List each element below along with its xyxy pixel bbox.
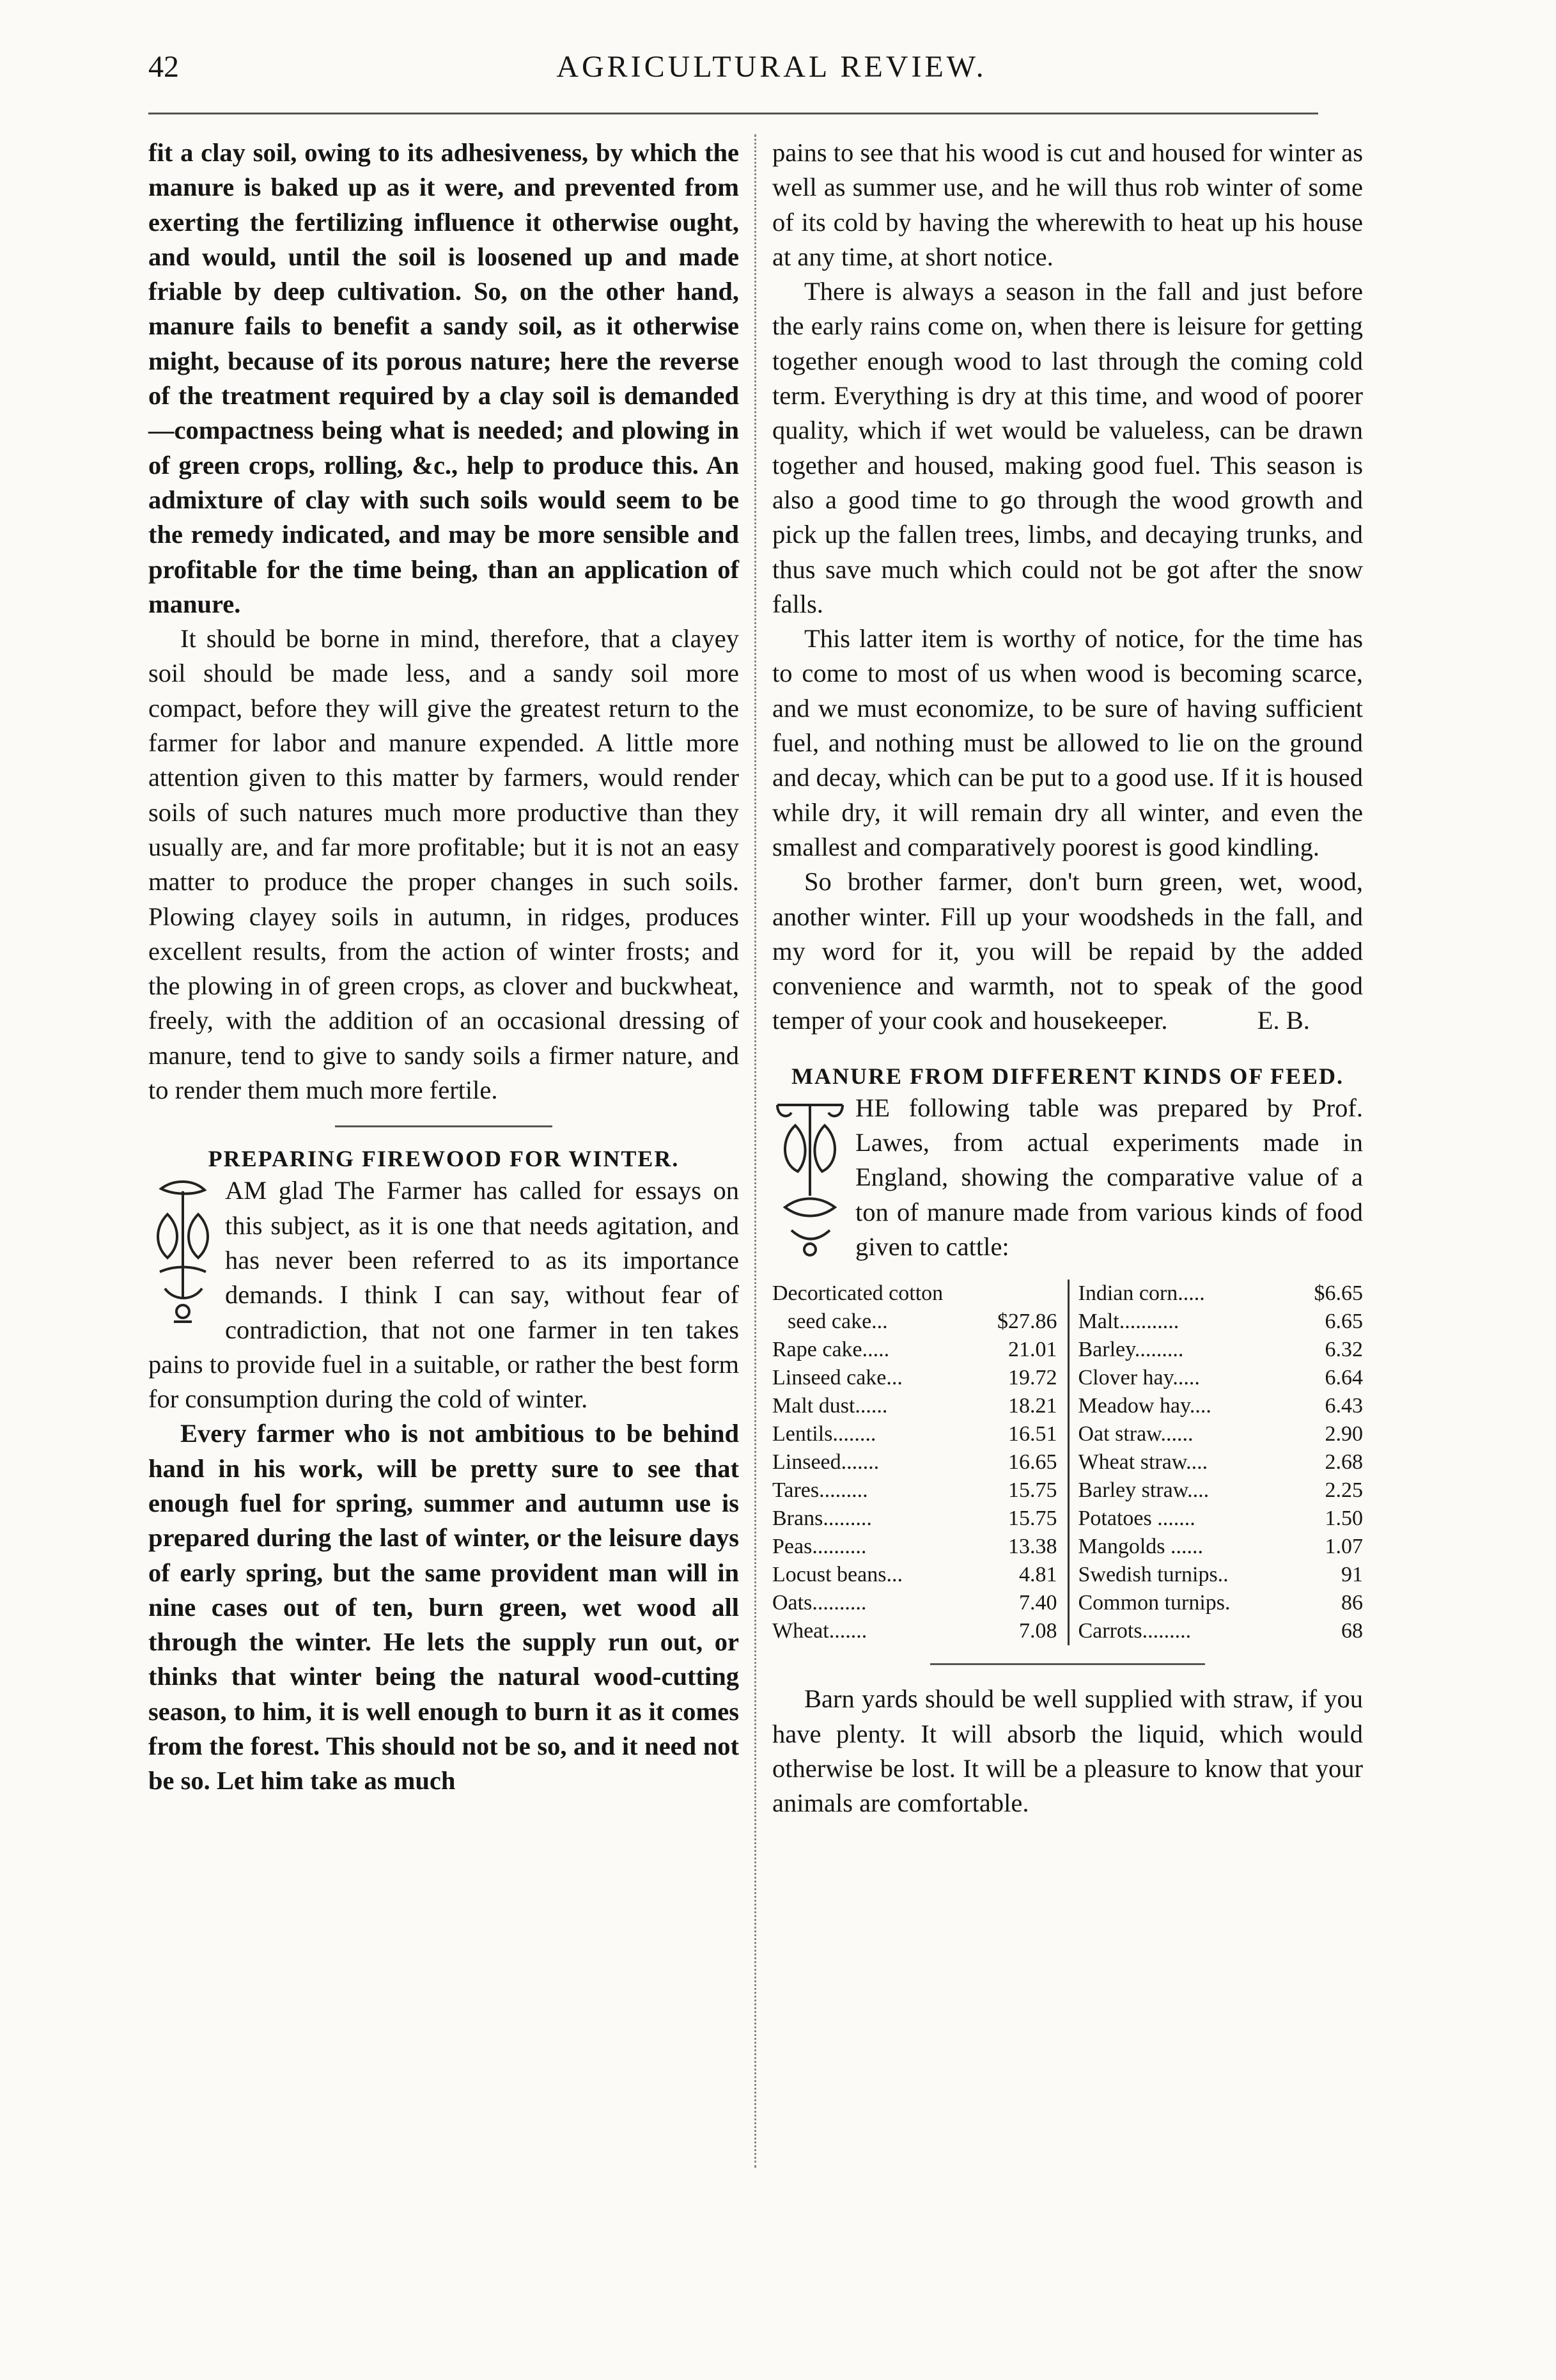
table-column-right — [1068, 1280, 1364, 1645]
manure-value: 6.32 — [1325, 1338, 1363, 1362]
feed-name: Rape cake..... — [772, 1338, 890, 1362]
firewood-paragraph-2: Every farmer who is not ambitious to be behind hand in his work, will be pretty sure to see that enough fuel for spring, summer and autumn use is prepared during the last of winter, or the leisure days of early spring, but the same provident man will in nine cases out of ten, burn green, wet wood all through the winter. He lets the supply run out, or thinks that winter being the natural wood-cutting season, to him, it is well enough to burn it as it comes from the forest. This should not be so, and it need not be so. Let him take as much — [148, 1419, 739, 1796]
feed-name: Barley straw.... — [1078, 1478, 1210, 1503]
firewood-opening — [148, 1173, 739, 1416]
page-header — [148, 48, 1395, 93]
feed-name: Locust beans... — [772, 1563, 903, 1587]
manure-value: 2.68 — [1325, 1450, 1363, 1475]
table-row — [1078, 1561, 1364, 1589]
feed-name: Mangolds ...... — [1078, 1535, 1203, 1559]
barn-yard-paragraph: Barn yards should be well supplied with straw, if you have plenty. It will absorb the liquid, which would otherwise be lost. It will be a pleasure to know that your animals are comfortable. — [772, 1684, 1363, 1818]
table-row — [772, 1336, 1057, 1364]
column-divider — [754, 134, 756, 2168]
manure-value: 15.75 — [1008, 1478, 1057, 1503]
manure-value — [1052, 1280, 1057, 1308]
manure-value: 15.75 — [1008, 1507, 1057, 1531]
table-row — [772, 1505, 1057, 1533]
manure-opening — [772, 1091, 1363, 1264]
running-head: AGRICULTURAL REVIEW. — [556, 50, 987, 84]
feed-name: Linseed....... — [772, 1450, 880, 1475]
table-row — [772, 1533, 1057, 1561]
feed-name: Common turnips. — [1078, 1591, 1231, 1615]
feed-name: Malt........... — [1078, 1310, 1179, 1334]
feed-name: Indian corn..... — [1078, 1281, 1205, 1306]
manure-value: 91 — [1341, 1563, 1363, 1587]
manure-intro-paragraph: HE following table was prepared by Prof. Lawes, from actual experiments made in England, showing the comparative value of a ton of manure made from various kinds of food given to cattle: — [855, 1093, 1363, 1261]
feed-name: Decorticated cotton — [772, 1281, 944, 1306]
table-row — [1078, 1392, 1364, 1420]
feed-name: Clover hay..... — [1078, 1366, 1200, 1390]
table-row — [1078, 1617, 1364, 1645]
table-row — [1078, 1280, 1364, 1308]
feed-name: Malt dust...... — [772, 1394, 888, 1418]
table-row — [772, 1308, 1057, 1336]
manure-value: 6.43 — [1325, 1394, 1363, 1418]
table-row — [772, 1589, 1057, 1617]
left-column — [148, 136, 739, 1799]
table-row — [1078, 1364, 1364, 1392]
firewood-paragraph-1: AM glad The Farmer has called for essays on this subject, as it is one that needs agitation, and has never been referred to as its importance demands. I think I can say, without fear of contradiction, that not one farmer in ten takes pains to provide fuel in a suitable, or rather the best form for consumption during the cold of winter. — [148, 1176, 739, 1414]
table-row — [772, 1617, 1057, 1645]
manure-value: 7.40 — [1019, 1591, 1057, 1615]
table-row — [772, 1280, 1057, 1308]
feed-name: seed cake... — [788, 1310, 888, 1334]
manure-value: 13.38 — [1008, 1535, 1057, 1559]
manure-value: 6.65 — [1325, 1310, 1363, 1334]
feed-name: Brans......... — [772, 1507, 872, 1531]
left-paragraph-2: It should be borne in mind, therefore, that a clayey soil should be made less, and a sandy soil more compact, before they will give the greatest return to the farmer for labor and manure expended. A little more attention given to this matter by farmers, would render soils of such natures much more productive than they usually are, and far more profitable; but it is not an easy matter to produce the proper changes in such soils. Plowing clayey soils in autumn, in ridges, produces excellent results, from the action of winter frosts; and the plowing in of green crops, as clover and buckwheat, freely, with the addition of an occasional dressing of manure, tend to give to sandy soils a firmer nature, and to render them much more fertile. — [148, 624, 739, 1105]
feed-name: Tares......... — [772, 1478, 868, 1503]
header-rule — [148, 113, 1318, 114]
table-row — [772, 1364, 1057, 1392]
manure-value: 68 — [1341, 1619, 1363, 1643]
author-signature: E. B. — [1257, 1006, 1310, 1035]
table-row — [772, 1448, 1057, 1476]
manure-value: 1.50 — [1325, 1507, 1363, 1531]
feed-name: Carrots......... — [1078, 1619, 1192, 1643]
feed-name: Linseed cake... — [772, 1366, 903, 1390]
closing-text: So brother farmer, don't burn green, wet, wood, another winter. Fill up your woodsheds in the fall, and my word for it, you will be repaid by the added convenience and warmth, not to speak of the good temper of your cook and housekeeper. — [772, 867, 1363, 1035]
ornamental-initial-i-icon — [148, 1176, 217, 1329]
table-row — [1078, 1533, 1364, 1561]
manure-value: 1.07 — [1325, 1535, 1363, 1559]
table-row — [1078, 1589, 1364, 1617]
manure-value: $27.86 — [997, 1310, 1057, 1334]
manure-value: 6.64 — [1325, 1366, 1363, 1390]
manure-value: 2.25 — [1325, 1478, 1363, 1503]
feed-name: Potatoes ....... — [1078, 1507, 1195, 1531]
table-column-left — [772, 1280, 1068, 1645]
manure-value: $6.65 — [1314, 1281, 1363, 1306]
table-row — [1078, 1505, 1364, 1533]
manure-heading: MANURE FROM DIFFERENT KINDS OF FEED. — [791, 1063, 1344, 1089]
table-row — [1078, 1448, 1364, 1476]
table-row — [1078, 1476, 1364, 1505]
feed-name: Oats.......... — [772, 1591, 867, 1615]
table-row — [1078, 1308, 1364, 1336]
table-row — [772, 1561, 1057, 1589]
table-row — [772, 1392, 1057, 1420]
section-separator — [335, 1125, 552, 1127]
feed-name: Swedish turnips.. — [1078, 1563, 1229, 1587]
table-row — [772, 1476, 1057, 1505]
manure-value-table — [772, 1280, 1363, 1645]
manure-value: 16.65 — [1008, 1450, 1057, 1475]
manure-value: 18.21 — [1008, 1394, 1057, 1418]
manure-value: 4.81 — [1019, 1563, 1057, 1587]
right-column — [772, 136, 1363, 1820]
feed-name: Peas.......... — [772, 1535, 867, 1559]
table-row — [1078, 1336, 1364, 1364]
manure-value: 19.72 — [1008, 1366, 1057, 1390]
manure-value: 21.01 — [1008, 1338, 1057, 1362]
feed-name: Meadow hay.... — [1078, 1394, 1211, 1418]
table-bottom-rule — [930, 1663, 1205, 1665]
table-row — [772, 1420, 1057, 1448]
feed-name: Wheat....... — [772, 1619, 867, 1643]
left-paragraph-1: fit a clay soil, owing to its adhesiveness, by which the manure is baked up as it were, and prevented from exerting the fertilizing influence it otherwise ought, and would, until the soil is loosened up and made friable by deep cultivation. So, on the other hand, manure fails to benefit a sandy soil, as it otherwise might, because of its porous nature; here the reverse of the treatment required by a clay soil is demanded—compactness being what is needed; and plowing in of green crops, rolling, &c., help to produce this. An admixture of clay with such soils would seem to be the remedy indicated, and may be more sensible and profitable for the time being, than an application of manure. — [148, 138, 739, 618]
right-paragraph-1: pains to see that his wood is cut and housed for winter as well as summer use, and he will thus rob winter of some of its cold by having the wherewith to heat up his house at any time, at short notice. — [772, 138, 1363, 271]
table-row — [1078, 1420, 1364, 1448]
manure-value: 86 — [1341, 1591, 1363, 1615]
feed-name: Lentils........ — [772, 1422, 876, 1446]
right-paragraph-3: This latter item is worthy of notice, for the time has to come to most of us when wood is becoming scarce, and we must economize, to be sure of having sufficient fuel, and nothing must be allowed to lie on the ground and decay, which can be put to a good use. If it is housed while dry, it will remain dry all winter, and even the smallest and comparatively poorest is good kindling. — [772, 624, 1363, 861]
manure-value: 16.51 — [1008, 1422, 1057, 1446]
feed-name: Barley......... — [1078, 1338, 1184, 1362]
feed-name: Oat straw...... — [1078, 1422, 1194, 1446]
right-paragraph-2: There is always a season in the fall and just before the early rains come on, when there is leisure for getting together enough wood to last through the coming cold term. Everything is dry at this time, and wood of poorer quality, which if wet would be valueless, can be drawn together and housed, making good fuel. This season is also a good time to go through the wood growth and pick up the fallen trees, limbs, and decaying trunks, and thus save much which could not be got after the snow falls. — [772, 277, 1363, 618]
manure-value: 2.90 — [1325, 1422, 1363, 1446]
ornamental-initial-t-icon — [772, 1093, 848, 1260]
feed-name: Wheat straw.... — [1078, 1450, 1208, 1475]
page-number: 42 — [148, 50, 179, 84]
right-paragraph-4 — [772, 865, 1363, 1038]
firewood-heading: PREPARING FIREWOOD FOR WINTER. — [208, 1146, 680, 1172]
manure-value: 7.08 — [1019, 1619, 1057, 1643]
